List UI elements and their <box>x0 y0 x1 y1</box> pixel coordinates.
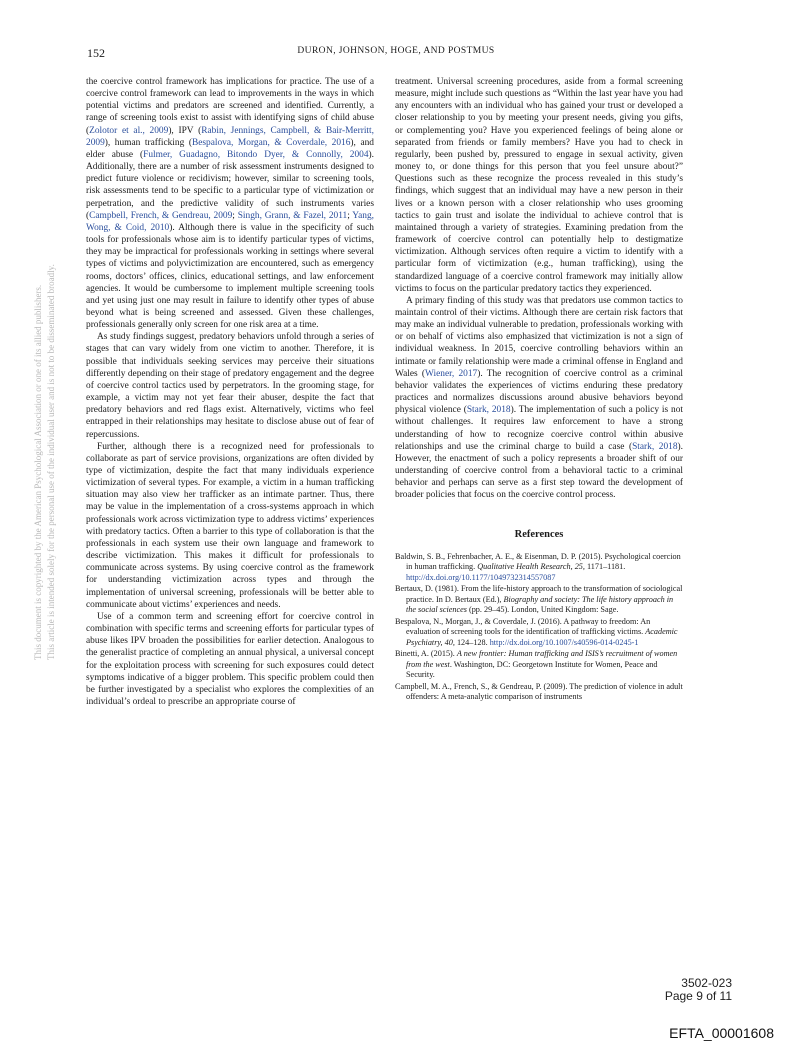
bates-number: EFTA_00001608 <box>669 1025 774 1041</box>
citation-link[interactable]: Wiener, 2017 <box>425 368 478 379</box>
paragraph: Use of a common term and screening effort for coercive control in combination with specific terms and screening efforts for particular types of abuse likes IPV broaden the possibilities for earlier detection. Analogous to the generalist practice of completing an annual physical, a universal concept for the exploitation process with screening for such exposures could detect symptoms indicative of a bigger problem. This specific problem could then be further investigated by a specialist who explores the complexities of an individual’s ordeal to prescribe an appropriate course of <box>86 611 374 707</box>
document-id: 3502-023 <box>681 976 732 990</box>
document-footer <box>665 977 732 1003</box>
reference-entry: Bertaux, D. (1981). From the life-history approach to the transformation of sociological practice. In D. Bertaux (Ed.), Biography and society: The life history approach in the social sciences (pp. 29–45). London, United Kingdom: Sage. <box>395 584 683 615</box>
doi-link[interactable]: http://dx.doi.org/10.1007/s40596-014-0245-1 <box>489 637 639 647</box>
running-head: DURON, JOHNSON, HOGE, AND POSTMUS <box>297 46 495 56</box>
paragraph: As study findings suggest, predatory behaviors unfold through a series of stages that can vary widely from one victim to another. Therefore, it is possible that individuals seeking services may perceive their situations differently depending on their stage of predatory engagement and the degree of coercive control tactics used by perpetrators. In the grooming stage, for example, a victim may not yet fear their abuser, despite the fact that predatory behaviors and red flags exist. Alternatively, victims who feel entrapped in their relationships may hesitate to disclose abuse out of fear of repercussions. <box>86 332 374 440</box>
left-column <box>86 76 374 708</box>
reference-entry: Binetti, A. (2015). A new frontier: Human trafficking and ISIS’s recruitment of women from the west. Washington, DC: Georgetown Institute for Women, Peace and Security. <box>395 649 678 680</box>
citation-link[interactable]: Stark, 2018 <box>466 405 511 416</box>
citation-link[interactable]: Yang, Wong, & Coid, 2010 <box>86 210 374 233</box>
watermark-line-1: This document is copyrighted by the American Psychological Association or one of its allied publishers. <box>33 284 43 660</box>
paragraph: A primary finding of this study was that predators use common tactics to maintain control of their victims. Although there are certain risk factors that may make an individual vulnerable to predation, professionals working with or on behalf of victims also emphasized that victimization is not a sign of individual weakness. In 2015, coercive controlling behaviors within an intimate or family relationship were made a criminal offense in England and Wales (Wiener, 2017). The recognition of coercive control as a criminal behavior validates the experiences of victims enduring these predatory practices and normalizes discussions around abusive behaviors beyond physical violence (Stark, 2018). The implementation of such a policy is not without challenges. It requires law enforcement to have a strong understanding of how to recognize coercive control within abusive relationships and use the criminal charge to build a case (Stark, 2018). However, the enactment of such a policy represents a broader shift of our understanding of coercive control from a behavioral tactic to a criminal behavior and perhaps can serve as a first step toward the development of broader policies that focus on the coercive control process. <box>395 295 684 501</box>
citation-link[interactable]: Singh, Grann, & Fazel, 2011 <box>237 210 348 221</box>
citation-link[interactable]: Fulmer, Guadagno, Bitondo Dyer, & Connolly, 2004 <box>143 149 369 160</box>
citation-link[interactable]: Bespalova, Morgan, & Coverdale, 2016 <box>191 137 351 148</box>
watermark-line-2: This article is intended solely for the personal use of the individual user and is not to be disseminated broadly. <box>46 264 56 660</box>
references-heading: References <box>514 529 564 541</box>
citation-link[interactable]: Campbell, French, & Gendreau, 2009 <box>89 210 233 221</box>
citation-link[interactable]: Rabin, Jennings, Campbell, & Bair-Merritt, 2009 <box>86 125 374 148</box>
paragraph: treatment. Universal screening procedures, aside from a formal screening measure, might include such questions as “Within the last year have you had any encounters with an individual who has gained your trust or developed a closer relationship to you by meeting your present needs, giving you gifts, or complementing you? Have you experienced feelings of being alone or separated from friends or family members? Have you had to check in regularly, been pushed by, pressured to engage in sexual activity, given money to, or done things for this person that you feel unsure about?” Questions such as these recognize the process revealed in this study’s findings, which suggest that an individual may have a new person in their lives or a known person with a closer relationship who uses grooming tactics to gain trust and isolate the individual to achieve control that is maintained through a variety of strategies. Examining predation from the framework of coercive control can potentially help to destigmatize victimization. Although services often require a victim to identify with a particular form of victimization (e.g., human trafficking), using the standardized language of a coercive control framework may initially allow victims to focus on the particular predatory tactics they experienced. <box>395 77 683 294</box>
citation-link[interactable]: Zolotor et al., 2009 <box>89 125 169 136</box>
paragraph: the coercive control framework has implications for practice. The use of a coercive control framework can lead to improvements in the ways in which potential victims and predators are screened and identified. Currently, a range of screening tools exist to assist with identifying signs of child abuse (Zolotor et al., 2009), IPV (Rabin, Jennings, Campbell, & Bair-Merritt, 2009), human trafficking (Bespalova, Morgan, & Coverdale, 2016), and elder abuse (Fulmer, Guadagno, Bitondo Dyer, & Connolly, 2004). Additionally, there are a number of risk assessment instruments designed to predict future violence or recidivism; however, similar to screening tools, risk assessments tend to be specific to a particular type of victimization or perpetration, and the predictive validity of such instruments varies (Campbell, French, & Gendreau, 2009; Singh, Grann, & Fazel, 2011; Yang, Wong, & Coid, 2010). Although there is value in the specificity of such tools for professionals whose aim is to identify particular types of victims, they may be impractical for professionals working in settings where several types of victims and polyvictimization are encountered, such as emergency rooms, doctors’ offices, clinics, educational settings, and law enforcement agencies. It would be cumbersome to implement multiple screening tools and yet using just one may result in failure to identify other types of abuse beyond what is being screened and assessed. Given these challenges, professionals generally only screen for one risk area at a time. <box>86 77 374 331</box>
citation-link[interactable]: Stark, 2018 <box>632 441 678 452</box>
doi-link[interactable]: http://dx.doi.org/10.1177/1049732314557087 <box>406 572 556 582</box>
reference-entry: Baldwin, S. B., Fehrenbacher, A. E., & Eisenman, D. P. (2015). Psychological coercion in human trafficking. Qualitative Health Research, 25, 1171–1181. http://dx.doi.org/10.1177/1049732314557087 <box>395 551 681 582</box>
reference-entry: Bespalova, N., Morgan, J., & Coverdale, J. (2016). A pathway to freedom: An evaluation of screening tools for the identification of trafficking victims. Academic Psychiatry, 40, 124–128. http://dx.doi.org/10.1007/s40596-014-0245-1 <box>395 616 678 647</box>
page-of-count: Page 9 of 11 <box>664 989 732 1003</box>
page-number: 152 <box>87 46 105 60</box>
reference-entry: Campbell, M. A., French, S., & Gendreau, P. (2009). The prediction of violence in adult offenders: A meta-analytic comparison of instruments <box>395 681 683 702</box>
paragraph: Further, although there is a recognized need for professionals to collaborate as part of service provisions, organizations are often divided by type of victimization, despite the fact that many individuals experience victimization of several types. For example, a victim in a human trafficking situation may also view her trafficker as an intimate partner. Thus, there may be value in the implementation of a cross-systems approach in which professionals work across victimization type to address victims’ experiences with predatory tactics. Often a barrier to this type of collaboration is that the professionals in each system use their own language and framework to describe victimization. This makes it difficult for professionals to communicate across systems. By using coercive control as the framework for understanding victimization across types and through the implementation of universal screening, professionals will be better able to communicate about victims’ experiences and needs. <box>86 441 374 610</box>
right-column <box>395 76 683 704</box>
